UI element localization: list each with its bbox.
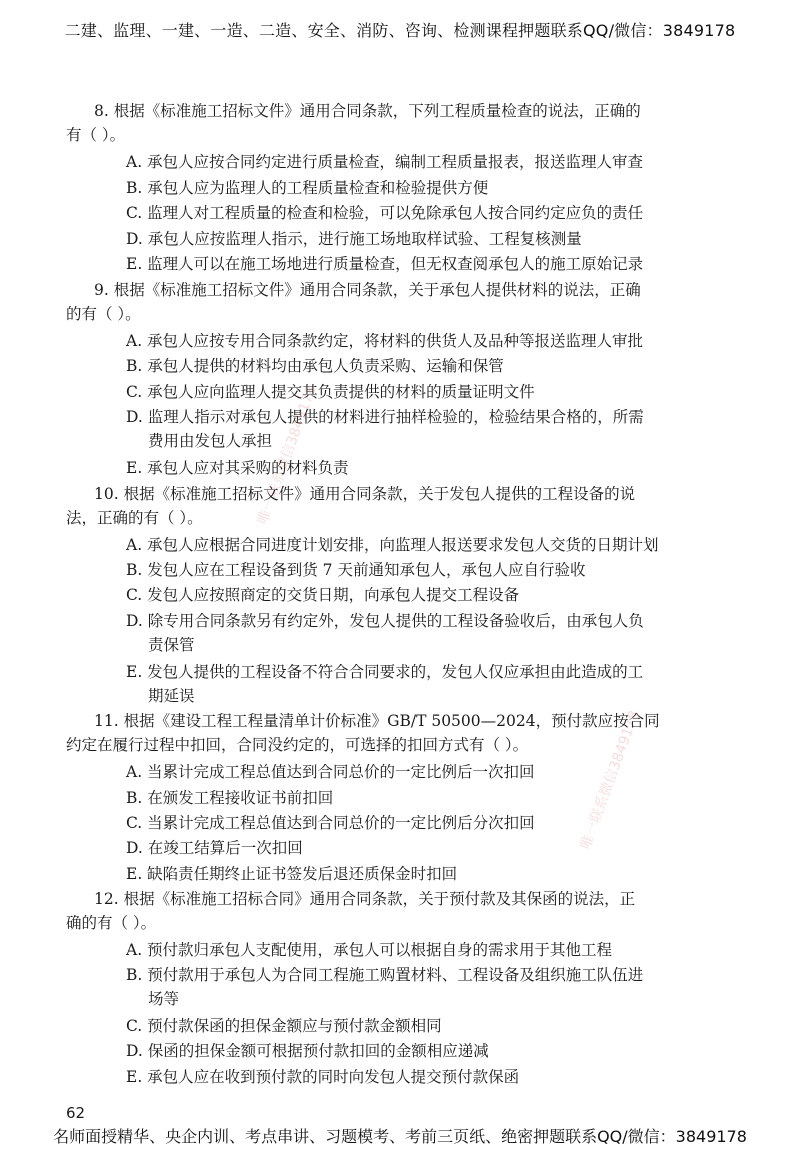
question-10-stem-line-2: 法，正确的有（ ）。 (66, 509, 203, 527)
question-9-option-a: A. 承包人应按专用合同条款约定，将材料的供货人及品种等报送监理人审批 (126, 332, 644, 350)
question-10-option-e: E. 发包人提供的工程设备不符合合同要求的，发包人仅应承担由此造成的工 (126, 663, 644, 681)
question-8-stem-line-2: 有（ ）。 (66, 126, 126, 144)
question-8-option-b: B. 承包人应为监理人的工程质量检查和检验提供方便 (126, 179, 489, 197)
page-number: 62 (66, 1104, 86, 1122)
question-8-option-c: C. 监理人对工程质量的检查和检验，可以免除承包人按合同约定应负的责任 (126, 204, 644, 222)
question-10-option-e-cont: 期延误 (148, 687, 195, 705)
question-11-option-d: D. 在竣工结算后一次扣回 (126, 839, 303, 857)
question-12-option-b: B. 预付款用于承包人为合同工程施工购置材料、工程设备及组织施工队伍进 (126, 966, 644, 984)
question-9-option-b: B. 承包人提供的材料均由承包人负责采购、运输和保管 (126, 357, 504, 375)
question-9-stem-line-2: 的有（ ）。 (66, 305, 141, 323)
question-11-option-e: E. 缺陷责任期终止证书签发后退还质保金时扣回 (126, 865, 458, 883)
question-12-stem-line-2: 确的有（ ）。 (66, 914, 157, 932)
question-11-option-b: B. 在颁发工程接收证书前扣回 (126, 789, 334, 807)
question-10-option-d: D. 除专用合同条款另有约定外，发包人提供的工程设备验收后，由承包人负 (126, 612, 644, 630)
question-11-stem-line-2: 约定在履行过程中扣回，合同没约定的，可选择的扣回方式有（ ）。 (66, 736, 529, 754)
question-12-option-b-cont: 场等 (148, 990, 180, 1008)
question-9-stem-line-1: 9. 根据《标准施工招标文件》通用合同条款，关于承包人提供材料的说法，正确 (94, 281, 641, 299)
watermark-1: 唯一联系微信3849178 (254, 383, 320, 527)
question-12-option-a: A. 预付款归承包人支配使用，承包人可以根据自身的需求用于其他工程 (126, 941, 613, 959)
question-8-option-d: D. 承包人应按监理人指示，进行施工场地取样试验、工程复核测量 (126, 230, 582, 248)
question-12-stem-line-1: 12. 根据《标准施工招标合同》通用合同条款，关于预付款及其保函的说法，正 (94, 890, 636, 908)
question-9-option-e: E. 承包人应对其采购的材料负责 (126, 459, 349, 477)
question-10-option-c: C. 发包人应按照商定的交货日期，向承包人提交工程设备 (126, 586, 520, 604)
question-9-option-d: D. 监理人指示对承包人提供的材料进行抽样检验的，检验结果合格的，所需 (126, 408, 644, 426)
question-12-option-d: D. 保函的担保金额可根据预付款扣回的金额相应递减 (126, 1042, 489, 1060)
page-header: 二建、监理、一建、一造、二造、安全、消防、咨询、检测课程押题联系QQ/微信：3849178 (64, 21, 736, 40)
question-10-stem-line-1: 10. 根据《标准施工招标文件》通用合同条款，关于发包人提供的工程设备的说 (94, 485, 636, 503)
question-10-option-d-cont: 责保管 (148, 636, 195, 654)
question-11-stem-line-1: 11. 根据《建设工程工程量清单计价标准》GB/T 50500—2024，预付款应按合同 (94, 712, 660, 730)
watermark-2: 唯一联系微信3849178 (577, 708, 643, 852)
question-12-option-e: E. 承包人应在收到预付款的同时向发包人提交预付款保函 (126, 1068, 520, 1086)
question-10-option-b: B. 发包人应在工程设备到货 7 天前通知承包人，承包人应自行验收 (126, 561, 586, 579)
question-9-option-d-cont: 费用由发包人承担 (148, 432, 273, 450)
question-9-option-c: C. 承包人应向监理人提交其负责提供的材料的质量证明文件 (126, 383, 535, 401)
question-11-option-c: C. 当累计完成工程总值达到合同总价的一定比例后分次扣回 (126, 814, 535, 832)
question-10-option-a: A. 承包人应根据合同进度计划安排，向监理人报送要求发包人交货的日期计划 (126, 536, 659, 554)
question-8-stem-line-1: 8. 根据《标准施工招标文件》通用合同条款，下列工程质量检查的说法，正确的 (94, 102, 641, 120)
question-8-option-a: A. 承包人应按合同约定进行质量检查，编制工程质量报表，报送监理人审查 (126, 153, 644, 171)
question-12-option-c: C. 预付款保函的担保金额应与预付款金额相同 (126, 1017, 442, 1035)
question-11-option-a: A. 当累计完成工程总值达到合同总价的一定比例后一次扣回 (126, 763, 535, 781)
page-footer: 名师面授精华、央企内训、考点串讲、习题模考、考前三页纸、绝密押题联系QQ/微信：3849178 (53, 1127, 747, 1146)
question-8-option-e: E. 监理人可以在施工场地进行质量检查，但无权查阅承包人的施工原始记录 (126, 255, 644, 273)
